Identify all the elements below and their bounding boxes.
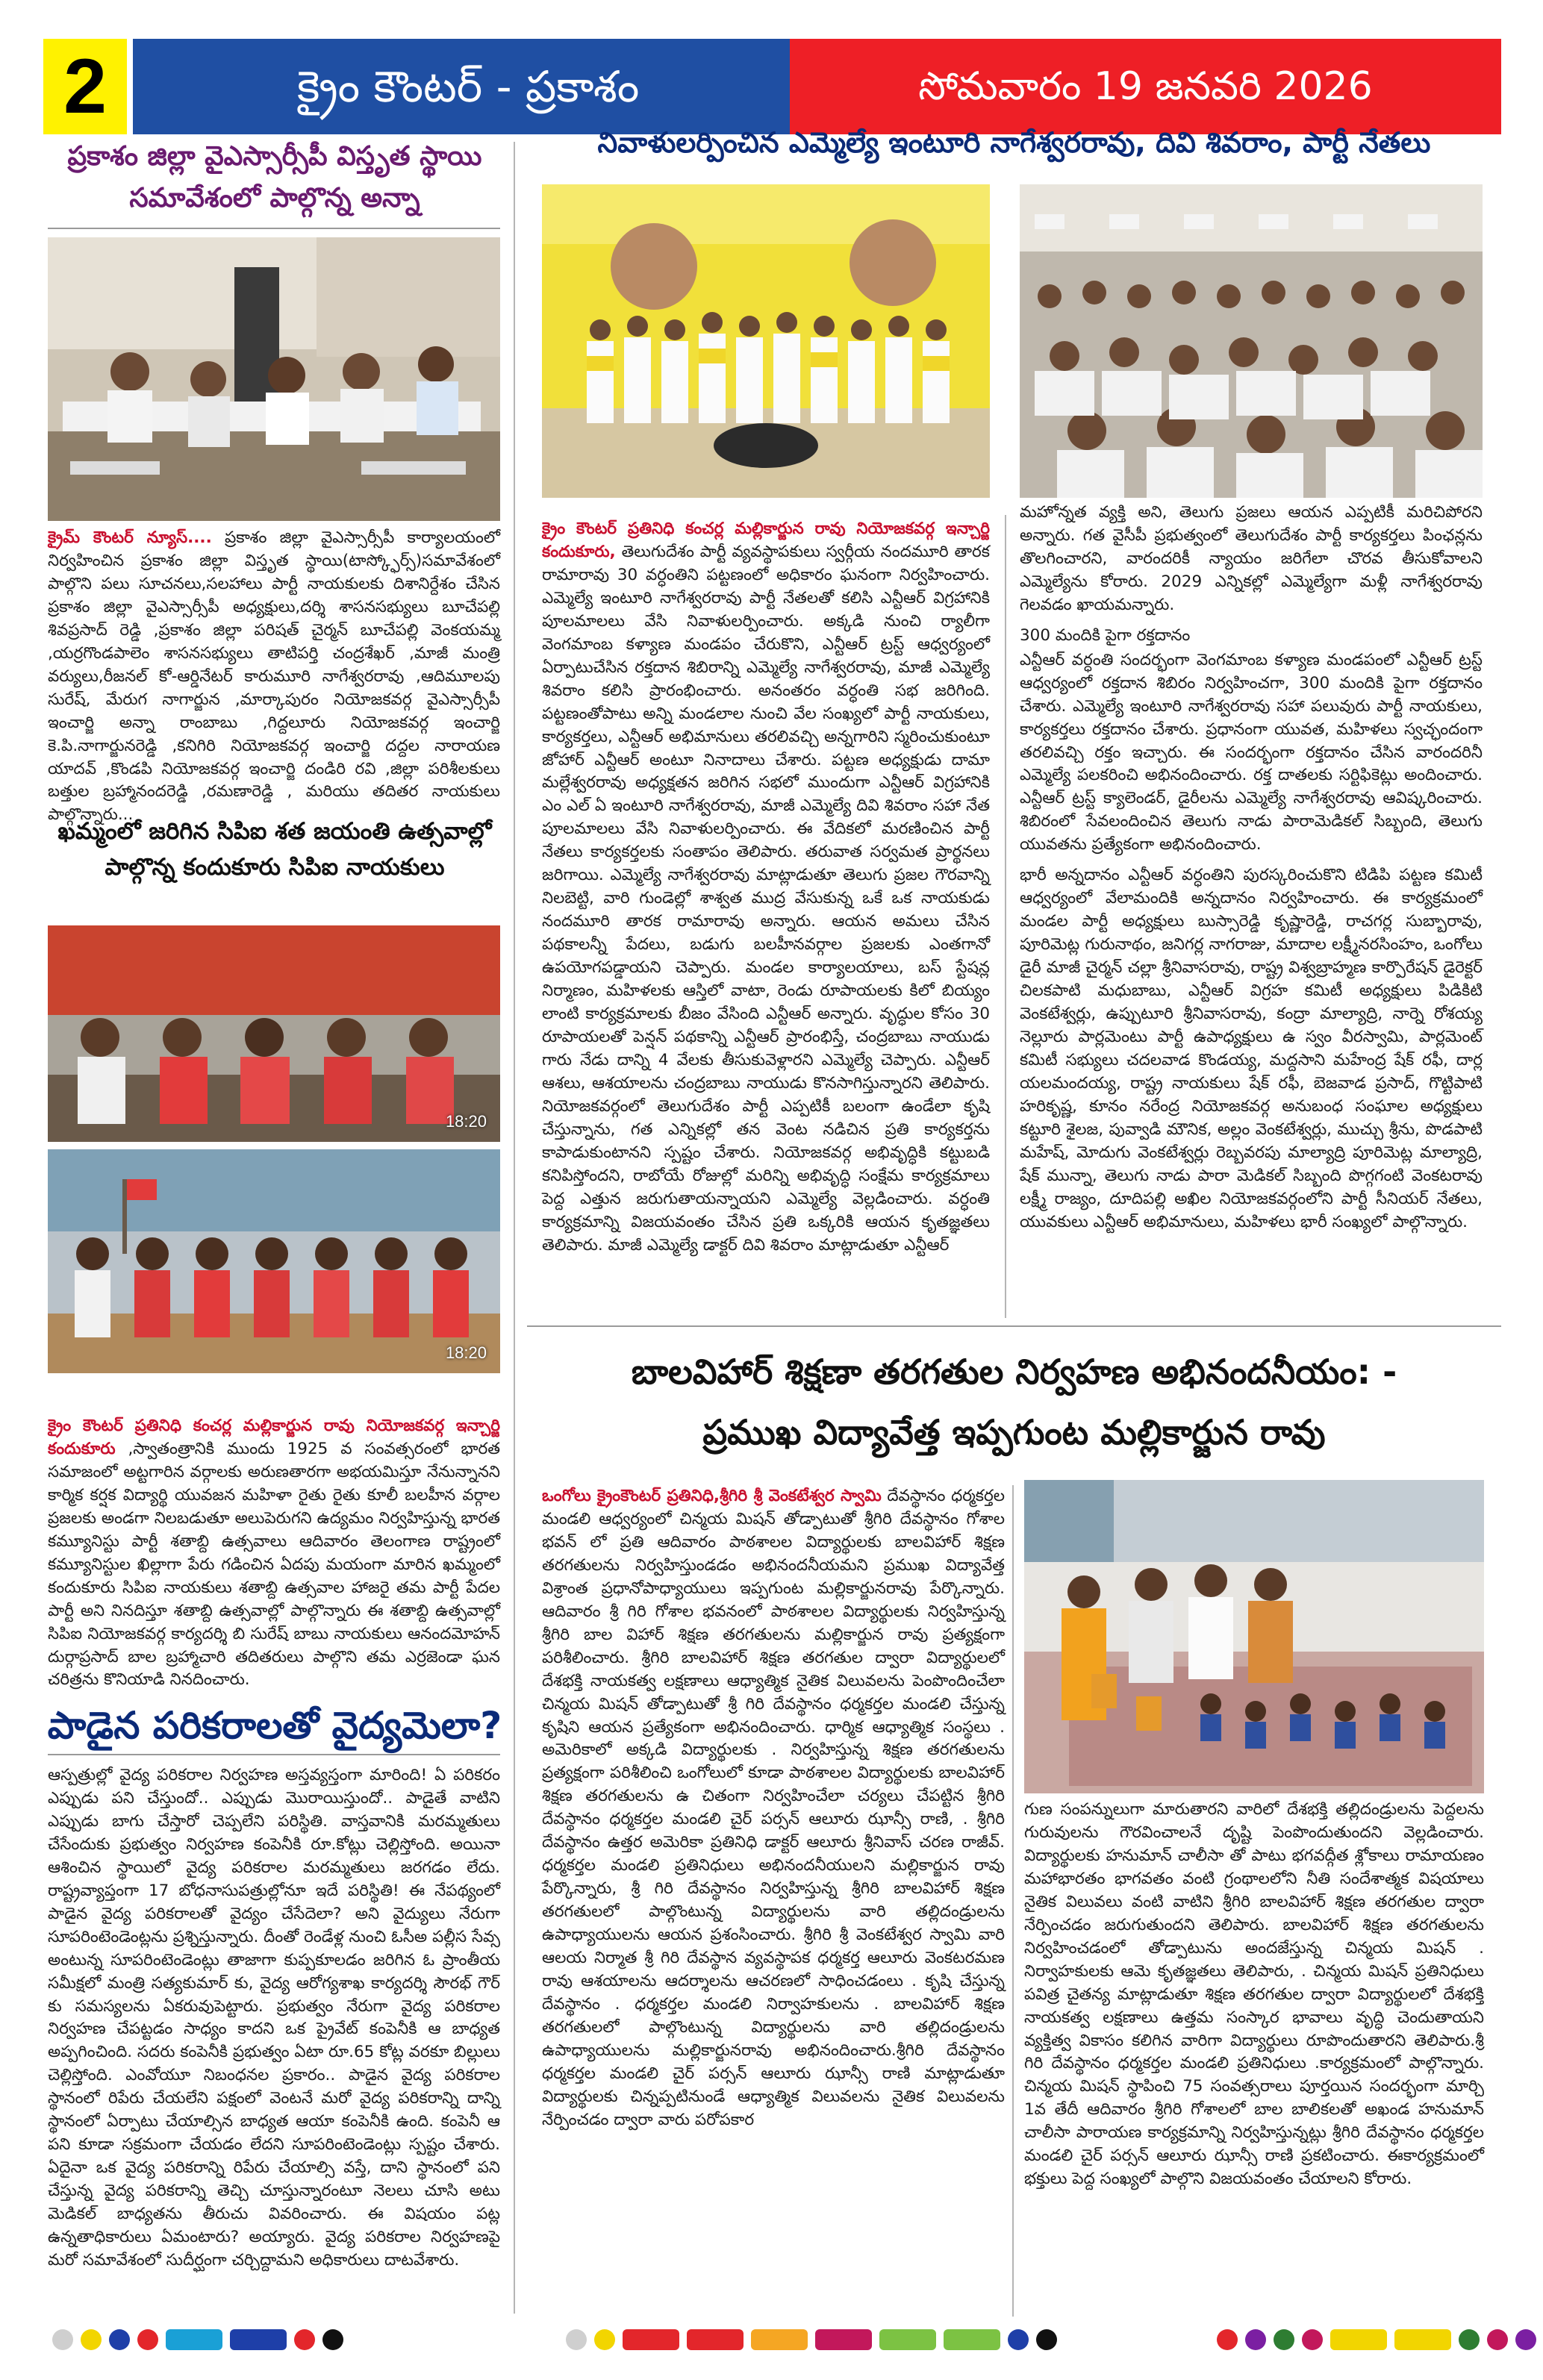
tdp-article-right xyxy=(1020,502,1483,1318)
column-divider xyxy=(514,142,515,2314)
footer-color-mark xyxy=(1515,2329,1536,2350)
balavihar-headline-line1: బాలవిహార్ శిక్షణా తరగతుల నిర్వహణ అభినందనీయం: - xyxy=(631,1352,1397,1392)
cpi-headline-line1: ఖమ్మంలో జరిగిన సిపిఐ శత జయంతి ఉత్సవాల్లో xyxy=(57,818,492,845)
cpi-headline xyxy=(43,813,506,885)
cpi-photo-1 xyxy=(48,925,500,1142)
masthead-title: క్రైం కౌంటర్ - ప్రకాశం xyxy=(133,39,790,134)
footer-color-mark xyxy=(322,2329,343,2350)
divider xyxy=(527,1325,1501,1327)
column-divider xyxy=(1012,1485,1014,2317)
footer-color-mark xyxy=(594,2329,615,2350)
medical-headline: పాడైన పరికరాలతో వైద్యమెలా? xyxy=(47,1704,502,1747)
ysrcp-article xyxy=(48,527,500,825)
footer-color-mark xyxy=(566,2329,587,2350)
cpi-photo-1-timestamp: 18:20 xyxy=(445,1112,487,1131)
balavihar-headline xyxy=(527,1342,1501,1462)
ysrcp-headline-line1: ప్రకాశం జిల్లా వైఎస్సార్సీపీ విస్తృత స్థాయి xyxy=(67,141,482,172)
ysrcp-lead: క్రైమ్ కౌంటర్ న్యూస్.... xyxy=(48,528,212,547)
balavihar-headline-line2: ప్రముఖ విద్యావేత్త ఇప్పగుంట మల్లికార్జున రావు xyxy=(702,1411,1326,1452)
footer-color-strip-left xyxy=(52,2327,343,2352)
tdp-lead: క్రైం కౌంటర్ ప్రతినిధి కంచర్ల మల్లికార్జున రావు నియోజకవర్గ ఇన్చార్జి కందుకూరు, xyxy=(542,519,990,561)
footer-color-mark xyxy=(1394,2329,1451,2350)
tdp-subheading: 300 మందికి పైగా రక్తదానం xyxy=(1020,625,1191,645)
divider xyxy=(48,228,500,229)
footer-color-mark xyxy=(1217,2329,1238,2350)
masthead-date: సోమవారం 19 జనవరి 2026 xyxy=(790,39,1501,134)
balavihar-article-left xyxy=(542,1485,1005,2317)
medical-article xyxy=(48,1764,500,2317)
footer-color-mark xyxy=(294,2329,315,2350)
ysrcp-body: ప్రకాశం జిల్లా వైఎస్సార్సీపీ కార్యాలయంలో నిర్వహించిన ప్రకాశం జిల్లా విస్తృత స్థాయి(టాస్క్ఫోర్స్)సమావేశంలో పాల్గొని పలు సూచనలు,సలహాలు పార్టీ నాయకులకు దిశానిర్దేశం చేసిన ప్రకాశం జిల్లా వైఎస్సార్సీపీ అధ్యక్షులు,దర్శి శాసనసభ్యులు బూచేపల్లి శివప్రసాద్ రెడ్డి ,ప్రకాశం జిల్లా పరిషత్ చైర్మన్ బూచేపల్లి వెంకయమ్మ ,యర్రగొండపాలెం శాసనసభ్యులు తాటిపర్తి చంద్రశేఖర్ ,మాజీ మంత్రి వర్యులు,రీజనల్ కో-ఆర్డినేటర్ కారుమూరి నాగేశ్వరరావు ,ఆదిమూలపు సురేష్, మేరుగ నాగార్జున ,మార్కాపురం నియోజకవర్గ వైఎస్సార్సీపీ ఇంచార్జి అన్నా రాంబాబు ,గిద్దలూరు నియోజకవర్గ ఇంచార్జి కె.పి.నాగార్జునరెడ్డి ,కనిగిరి నియోజకవర్గ ఇంచార్జి దద్దల నారాయణ యాదవ్ ,కొండపి నియోజకవర్గ ఇంచార్జి దండిరి రవి ,జిల్లా పరిశీలకులు బత్తుల బ్రహ్మానందరెడ్డి ,రమణారెడ్డి , మరియు తదితర నాయకులు పాల్గొన్నారు... xyxy=(48,528,500,825)
footer-color-mark xyxy=(1330,2329,1387,2350)
ysrcp-headline xyxy=(43,136,506,219)
tdp-article-left xyxy=(542,518,990,1318)
balavihar-lead: ఒంగోలు క్రైంకౌంటర్ ప్రతినిధి,శ్రీగిరి శ్రీ వెంకటేశ్వర స్వామి xyxy=(542,1487,882,1505)
footer-color-mark xyxy=(109,2329,130,2350)
footer-color-strip-center xyxy=(566,2327,1057,2352)
balavihar-class-photo xyxy=(1024,1480,1484,1793)
footer-color-mark xyxy=(230,2329,287,2350)
footer-color-mark xyxy=(1459,2329,1480,2350)
footer-color-mark xyxy=(166,2329,222,2350)
cpi-lead: క్రైం కౌంటర్ ప్రతినిధి కంచర్ల మల్లికార్జున రావు నియోజకవర్గ ఇన్చార్జి కందుకూరు xyxy=(48,1417,500,1458)
column-divider xyxy=(1005,515,1006,1318)
tdp-body-right-p2: ఎన్టీఆర్ వర్ధంతి సందర్భంగా వెంగమాంబ కళ్యాణ మండపంలో ఎన్టీఆర్ ట్రస్ట్ ఆధ్వర్యంలో రక్తదాన శిబిరం నిర్వహించగా, 300 మందికి పైగా రక్తదానం చేశారు. ఎమ్మెల్యే ఇంటూరి నాగేశ్వరరావు సహా పలువురు పార్టీ నాయకులు, కార్యకర్తలు రక్తదానం చేశారు. ప్రధానంగా యువత, మహిళలు స్వచ్ఛందంగా తరలివచ్చి రక్తం ఇచ్చారు. ఈ సందర్భంగా రక్తదానం చేసిన వారందరినీ ఎమ్మెల్యే పలకరించి అభినందించారు. రక్త దాతలకు సర్టిఫికెట్లు అందించారు. ఎన్టీఆర్ ట్రస్ట్ క్యాలెండర్, డైరీలను ఎమ్మెల్యే నాగేశ్వరరావు ఆవిష్కరించారు. శిబిరంలో సేవలందించిన తెలుగు నాడు పారామెడికల్ సిబ్బంది, తెలుగు యువతను ప్రత్యేకంగా అభినందించారు. xyxy=(1020,650,1483,855)
cpi-headline-line2: పాల్గొన్న కందుకూరు సిపిఐ నాయకులు xyxy=(105,854,445,881)
footer-color-mark xyxy=(687,2329,744,2350)
footer-color-strip-right xyxy=(1217,2327,1536,2352)
tdp-body-right-p1: మహోన్నత వ్యక్తి అని, తెలుగు ప్రజలు ఆయన ఎప్పటికీ మరిచిపోరని అన్నారు. గత వైసీపీ ప్రభుత్వంలో తెలుగుదేశం పార్టీ కార్యకర్తలు పింఛన్లను తొలగించారని, వారందరికీ న్యాయం జరిగేలా చొరవ తీసుకోవాలని ఎమ్మెల్యేను కోరారు. 2029 ఎన్నికల్లో ఎమ్మెల్యేగా మళ్లీ నాగేశ్వరరావు గెలవడం ఖాయమన్నారు. xyxy=(1020,503,1483,614)
footer-color-mark xyxy=(751,2329,808,2350)
footer-color-mark xyxy=(1008,2329,1029,2350)
medical-body: ఆస్పత్రుల్లో వైద్య పరికరాల నిర్వహణ అస్తవ్యస్తంగా మారింది! ఏ పరికరం ఎప్పుడు పని చేస్తుందో.. ఎప్పుడు మొరాయిస్తుందో.. పాడైతే వాటిని ఎప్పుడు బాగు చేస్తారో చెప్పలేని పరిస్థితి. వాస్తవానికి మరమ్మతులు చేసేందుకు ప్రభుత్వం నిర్వహణ కంపెనీకి రూ.కోట్లు చెల్లిస్తోంది. అయినా ఆశించిన స్థాయిలో వైద్య పరికరాల మరమ్మతులు జరగడం లేదు. రాష్ట్రవ్యాప్తంగా 17 బోధనాసుపత్రుల్లోనూ ఇదే పరిస్థితి! ఈ నేపథ్యంలో పాడైన వైద్య పరికరాలతో వైద్యం చేసేదెలా? అని వైద్యులు నేరుగా సూపరింటెండెంట్లను ప్రశ్నిస్తున్నారు. దీంతో రెండేళ్ల నుంచి ఓసీఅ పల్లీస సేవ్స అంటున్న సూపరింటెండెంట్లు తాజాగా కుప్పకూలడం జరిగిన ఓ ప్రాంతీయ సమీక్షలో మంత్రి సత్యకుమార్ కు, వైద్య ఆరోగ్యశాఖ కార్యదర్శి సౌరభ్ గౌర్ కు సమస్యలను ఏకరువుపెట్టారు. ప్రభుత్వం నేరుగా వైద్య పరికరాల నిర్వహణ చేపట్టడం సాధ్యం కాదని ఒక ప్రైవేట్ కంపెనీకి ఆ బాధ్యత అప్పగించింది. సదరు కంపెనీకి ప్రభుత్వం ఏటా రూ.65 కోట్ల వరకూ బిల్లులు చెల్లిస్తోంది. ఎంవోయూ నిబంధనల ప్రకారం.. పాడైన వైద్య పరికరాల స్థానంలో రిపేరు చేయలేని పక్షంలో వెంటనే మరో వైద్య పరికరాన్ని దాన్ని స్థానంలో ఏర్పాటు చేయాల్సిన బాధ్యత ఆయా కంపెనీకి ఉంది. కంపెనీ ఆ పని కూడా సక్రమంగా చేయడం లేదని సూపరింటెండెంట్లు స్పష్టం చేశారు. ఏదైనా ఒక వైద్య పరికరాన్ని రిపేరు చేయాల్సి వస్తే, దాని స్థానంలో పని చేస్తున్న వైద్య పరికరాన్ని తెచ్చి చూస్తున్నారంటూ నెలలు చూసి అటు మెడికల్ బాధ్యతను తీరుచు వివరించారు. ఈ విషయం పట్ల ఉన్నతాధికారులు ఏమంటారు? అయ్యారు. వైద్య పరికరాల నిర్వహణపై మరో సమావేశంలో సుదీర్ఘంగా చర్చిద్దామని అధికారులు దాటవేశారు. xyxy=(48,1766,500,2270)
footer-color-mark xyxy=(623,2329,679,2350)
footer-color-mark xyxy=(944,2329,1000,2350)
footer-color-mark xyxy=(1036,2329,1057,2350)
tdp-stage-photo xyxy=(542,184,990,498)
footer-color-mark xyxy=(52,2329,73,2350)
page-number: 2 xyxy=(43,39,127,134)
tdp-body-left: తెలుగుదేశం పార్టీ వ్యవస్థాపకులు స్వర్గీయ నందమూరి తారక రామారావు 30 వర్ధంతిని పట్టణంలో అధికారం ఘనంగా నిర్వహించారు. ఎమ్మెల్యే ఇంటూరి నాగేశ్వరరావు పార్టీ నేతలతో కలిసి ఎన్టీఆర్ విగ్రహానికి పూలమాలలు వేసి నివాళులర్పించారు. అక్కడి నుంచి ర్యాలీగా వెంగమాంబ కళ్యాణ మండపం చేరుకొని, ఎన్టీఆర్ ట్రస్ట్ ఆధ్వర్యంలో ఏర్పాటుచేసిన రక్తదాన శిబిరాన్ని ఎమ్మెల్యే నాగేశ్వరరావు, మాజీ ఎమ్మెల్యే శివరాం కలిసి ప్రారంభించారు. అనంతరం వర్ధంతి సభ జరిగింది. పట్టణంతోపాటు అన్ని మండలాల నుంచి వేల సంఖ్యలో పార్టీ నాయకులు, కార్యకర్తలు, ఎన్టీఆర్ అభిమానులు తరలివచ్చి అన్నగారిని స్మరించుకుంటూ జోహార్ ఎన్టీఆర్ అంటూ నినాదాలు చేశారు. పట్టణ అధ్యక్షుడు దామా మల్లేశ్వరరావు అధ్యక్షతన జరిగిన సభలో ముందుగా ఎన్టీఆర్ విగ్రహానికి ఎం ఎల్ ఏ ఇంటూరి నాగేశ్వరరావు, మాజీ ఎమ్మెల్యే దివి శివరాం సహా నేత పూలమాలలు వేసి నివాళులర్పించారు. ఈ వేదికలో మరణించిన పార్టీ నేతలు కార్యకర్తలకు సంతాపం తెలిపారు. తరువాత సర్వమత ప్రార్థనలు జరిగాయి. ఎమ్మెల్యే నాగేశ్వరరావు మాట్లాడుతూ తెలుగు ప్రజల గౌరవాన్ని నిలబెట్టి, వారి గుండెల్లో శాశ్వత ముద్ర వేసుకున్న ఒకే ఒక నాయకుడు నందమూరి తారక రామారావు అన్నారు. ఆయన అమలు చేసిన పథకాలన్నీ పేదలు, బడుగు బలహీనవర్గాల ప్రజలకు ఎంతగానో ఉపయోగపడ్డాయని చెప్పారు. మండల కార్యాలయాలు, బస్ స్టేషన్ల నిర్మాణం, మహిళలకు ఆస్తిలో వాటా, రెండు రూపాయలకు కిలో బియ్యం లాంటి కార్యక్రమాలకు బీజం వేసింది ఎన్టీఆర్ అన్నారు. వృద్ధుల కోసం 30 రూపాయలతో పెన్షన్ పథకాన్ని ఎన్టీఆర్ ప్రారంభిస్తే, చంద్రబాబు నాయుడు గారు నేడు దాన్ని 4 వేలకు తీసుకువెళ్లారని ఎమ్మెల్యే చెప్పారు. ఎన్టీఆర్ ఆశలు, ఆశయాలను చంద్రబాబు నాయుడు కొనసాగిస్తున్నారని తెలిపారు. నియోజకవర్గంలో తెలుగుదేశం పార్టీ ఎప్పటికీ బలంగా ఉండేలా కృషి చేస్తున్నాను, గత ఎన్నికల్లో తన వెంట నడిచిన ప్రతి కార్యకర్తను కాపాడుకుంటానని స్పష్టం చేశారు. నియోజకవర్గ అభివృద్ధికి కట్టుబడి కనిపిస్తోందని, రాబోయే రోజుల్లో మరిన్ని అభివృద్ధి సంక్షేమ కార్యక్రమాలు పెద్ద ఎత్తున జరుగుతాయన్నాయని ఎమ్మెల్యే వెల్లడించారు. వర్ధంతి కార్యక్రమాన్ని విజయవంతం చేసిన ప్రతి ఒక్కరికి ఆయన కృతజ్ఞతలు తెలిపారు. మాజీ ఎమ్మెల్యే డాక్టర్ దివి శివరాం మాట్లాడుతూ ఎన్టీఆర్ xyxy=(542,542,991,1255)
footer-color-mark xyxy=(815,2329,872,2350)
balavihar-body-left: దేవస్థానం ధర్మకర్తల మండలి ఆధ్వర్యంలో చిన్మయ మిషన్ తోడ్పాటుతో శ్రీగిరి దేవస్థానం గోశాల భవన్ లో ప్రతి ఆదివారం పాఠశాలల విద్యార్థులకు బాలవిహార్ శిక్షణ తరగతులను నిర్వహిస్తుండడం అభినందనీయమని ప్రముఖ విద్యావేత్త విశ్రాంత ప్రధానోపాధ్యాయులు ఇప్పగుంట మల్లికార్జునరావు పేర్కొన్నారు. ఆదివారం శ్రీ గిరి గోశాల భవనంలో పాఠశాలల విద్యార్థులకు నిర్వహిస్తున్న శ్రీగిరి బాల విహార్ శిక్షణ తరగతులను మల్లికార్జున రావు ప్రత్యక్షంగా పరిశీలించారు. శ్రీగిరి బాలవిహార్ శిక్షణ తరగతుల ద్వారా విద్యార్థులలో దేశభక్తి నాయకత్వ లక్షణాలు ఆధ్యాత్మిక నైతిక విలువలను పెంపొందించేలా చిన్మయ మిషన్ తోడ్పాటుతో శ్రీ గిరి దేవస్థానం ధర్మకర్తల మండలి చేస్తున్న కృషిని ఆయన ప్రత్యేకంగా అభినందించారు. ధార్మిక ఆధ్యాత్మిక సంస్థలు . అమెరికాలో అక్కడి విద్యార్థులకు . నిర్వహిస్తున్న శిక్షణ తరగతులను ప్రత్యక్షంగా పరిశీలించి ఒంగోలులో కూడా పాఠశాలల విద్యార్థులకు బాలవిహార్ శిక్షణ తరగతులను ఉ చితంగా నిర్వహించేలా చర్యలు చేపట్టిన శ్రీగిరి దేవస్థానం ధర్మకర్తల మండలి చైర్ పర్సన్ ఆలూరు ఝాన్సీ రాణి, . శ్రీగిరి దేవస్థానం ఉత్తర అమెరికా ప్రతినిధి డాక్టర్ ఆలూరు శ్రీనివాస్ చరణ రాజీవ్. ధర్మకర్తల మండలి ప్రతినిధులు అభినందనీయులని మల్లికార్జున రావు పేర్కొన్నారు, శ్రీ గిరి దేవస్థానం నిర్వహిస్తున్న శ్రీగిరి బాలవిహార్ శిక్షణ తరగతులలో పాల్గొంటున్న విద్యార్థులను వారి తల్లిదండ్రులను ఉపాధ్యాయులను ఆయన ప్రశంసించారు. శ్రీగిరి శ్రీ వెంకటేశ్వర స్వామి వారి ఆలయ నిర్మాత శ్రీ గిరి దేవస్థాన వ్యవస్థాపక ధర్మకర్త ఆలూరు వెంకటరమణ రావు ఆశయాలను ఆదర్శాలను ఆచరణలో సాధించడంలు . కృషి చేస్తున్న దేవస్థానం . ధర్మకర్తల మండలి నిర్వాహకులను . బాలవిహార్ శిక్షణ తరగతులలో పాల్గొంటున్న విద్యార్థులను వారి తల్లిదండ్రులను ఉపాధ్యాయులను మల్లికార్జునరావు అభినందించారు.శ్రీగిరి దేవస్థానం ధర్మకర్తల మండలి చైర్ పర్సన్ ఆలూరు ఝాన్సీ రాణి మాట్లాడుతూ విద్యార్థులకు చిన్నప్పటినుండే ఆధ్యాత్మిక విలువలను నైతిక విలువలను నేర్పించడం ద్వారా వారు పరోపకార xyxy=(542,1487,1005,2129)
footer-color-mark xyxy=(1302,2329,1323,2350)
tdp-crowd-photo xyxy=(1020,184,1483,498)
cpi-photo-2 xyxy=(48,1149,500,1373)
divider xyxy=(48,1754,500,1755)
footer-color-mark xyxy=(879,2329,936,2350)
cpi-article xyxy=(48,1415,500,1690)
ysrcp-meeting-photo xyxy=(48,237,500,521)
cpi-body: ,స్వాతంత్రానికి ముందు 1925 వ సంవత్సరంలో భారత సమాజంలో అట్టగారిన వర్గాలకు అరుణతారగా అభయమిస్తూ నేనున్నానని కార్మిక కర్షక విద్యార్థి యువజన మహిళా రైతు రైతు కూలీ బలహీన వర్గాల ప్రజలకు అండగా నిలబడుతూ అలుపెరుగని ఉద్యమం నిర్వహిస్తున్న భారత కమ్యూనిస్టు పార్టీ శతాబ్ది ఉత్సవాలు ఆదివారం తెలంగాణ రాష్ట్రంలో కమ్యూనిస్టుల ఖిల్లాగా పేరు గడించిన ఏదపు మయంగా మారిన ఖమ్మంలో కందుకూరు సిపిఐ నాయకులు శతాబ్ది ఉత్సవాల హాజరై తమ పార్టీ పేదల పార్టీ అని నినదిస్తూ శతాబ్ది ఉత్సవాల్లో పాల్గొన్నారు ఈ శతాబ్ది ఉత్సవాల్లో సిపిఐ నియోజకవర్గ కార్యదర్శి బి సురేష్ బాబు నాయకులు ఆనందమోహన్ దుర్గాప్రసాద్ బాల బ్రహ్మాచారి తదితరులు పాల్గొని తమ ఎర్రజెండా ఘన చరిత్రను కొనియాడి నినదించారు. xyxy=(48,1439,500,1690)
balavihar-body-right: గుణ సంపన్నులుగా మారుతారని వారిలో దేశభక్తి తల్లిదండ్రులను పెద్దలను గురువులను గౌరవించాలనే దృష్టి పెంపొందుతుందని వెల్లడించారు. విద్యార్థులకు హనుమాన్ చాలీసా తో పాటు భగవద్గీత శ్లోకాలు రామాయణం మహాభారతం భాగవతం వంటి గ్రంథాలలోని నీతి సందేశాత్మక విషయాలు నైతిక విలువలు వంటి వాటిని శ్రీగిరి బాలవిహార్ శిక్షణ తరగతుల ద్వారా నేర్పించడం జరుగుతుందని తెలిపారు. బాలవిహార్ శిక్షణ తరగతులను నిర్వహించడంలో తోడ్పాటును అందజేస్తున్న చిన్మయ మిషన్ . నిర్వాహకులకు ఆమె కృతజ్ఞతలు తెలిపారు, . చిన్మయ మిషన్ ప్రతినిధులు పవిత్ర చైతన్య మాట్లాడుతూ శిక్షణ తరగతుల ద్వారా విద్యార్థులలో దేశభక్తి నాయకత్వ లక్షణాలు ఉత్తమ సంస్కార భావాలు వృద్ధి చెందుతాయని వ్యక్తిత్వ వికాసం కలిగిన వారిగా విద్యార్థులు రూపొందుతారని తెలిపారు.శ్రీ గిరి దేవస్థానం ధర్మకర్తల మండలి ప్రతినిధులు .కార్యక్రమంలో పాల్గొన్నారు. చిన్మయ మిషన్ స్థాపించి 75 సంవత్సరాలు పూర్తయిన సందర్భంగా మార్చి 1వ తేదీ ఆదివారం శ్రీగిరి గోశాలలో బాల బాలికలతో అఖండ హనుమాన్ చాలీసా పారాయణ కార్యక్రమాన్ని నిర్వహిస్తున్నట్లు శ్రీగిరి దేవస్థానం ధర్మకర్తల మండలి చైర్ పర్సన్ ఆలూరు ఝాన్సీ రాణి ప్రకటించారు. ఈకార్యక్రమంలో భక్తులు పెద్ద సంఖ్యలో పాల్గొని విజయవంతం చేయాలని కోరారు. xyxy=(1024,1800,1484,2189)
tdp-headline: నివాళులర్పించిన ఎమ్మెల్యే ఇంటూరి నాగేశ్వరరావు, దివి శివరాం, పార్టీ నేతలు xyxy=(597,126,1431,159)
footer-color-mark xyxy=(1487,2329,1508,2350)
balavihar-article-right xyxy=(1024,1799,1484,2317)
footer-color-mark xyxy=(137,2329,158,2350)
ysrcp-headline-line2: సమావేశంలో పాల్గొన్న అన్నా xyxy=(129,182,420,213)
footer-color-mark xyxy=(1245,2329,1266,2350)
tdp-body-right-p3: భారీ అన్నదానం ఎన్టీఆర్ వర్ధంతిని పురస్కరించుకొని టిడిపి పట్టణ కమిటీ ఆధ్వర్యంలో వేలామందికి అన్నదానం నిర్వహించారు. ఈ కార్యక్రమంలో మండల పార్టీ అధ్యక్షులు బుస్సారెడ్డి కృష్ణారెడ్డి, రాచగర్ల సుబ్బారావు, పూరిమెట్ల గురునాథం, జనిగర్ల నాగరాజు, మాదాల లక్ష్మీనరసింహం, ఒంగోలు డైరీ మాజీ చైర్మన్ చల్లా శ్రీనివాసరావు, రాష్ట్ర విశ్వబ్రాహ్మణ కార్పొరేషన్ డైరెక్టర్ చిలకపాటి మధుబాబు, ఎన్టీఆర్ విగ్రహ కమిటీ అధ్యక్షులు పిడికిటి వెంకటేశ్వర్లు, ఉప్పుటూరి శ్రీనివాసరావు, కంద్రా మాల్యాద్రి, నార్నె రోశయ్య నెల్లూరు పార్లమెంటు పార్టీ ఉపాధ్యక్షులు ఉ స్వం వీరస్వామి, పార్లమెంట్ కమిటీ సభ్యులు చదలవాడ కొండయ్య, మద్దసాని మహేంద్ర షేక్ రఫీ, దార్ల యలమందయ్య, రాష్ట్ర నాయకులు షేక్ రఫీ, బెజవాడ ప్రసాద్, గొట్టిపాటి హరికృష్ణ, కూనం నరేంద్ర నియోజకవర్గ అనుబంధ సంఘాల అధ్యక్షులు కట్టూరి శైలజ, పువ్వాడి మౌనిక, అల్లం వెంకటేశ్వర్లు, ముచ్చు శ్రీను, పొడపాటి మహేష్, మోదుగు వెంకటేశ్వర్లు రెబ్బవరపు మాల్యాద్రి పూరిమెట్ల మాల్యాద్రి, షేక్ మున్నా, తెలుగు నాడు పారా మెడికల్ సిబ్బంది పొగ్గగంటి వెంకటరావు లక్ష్మీ రాజ్యం, దూదిపల్లి అఖిల నియోజకవర్గంలోని పార్టీ సీనియర్ నేతలు, యువకులు ఎన్టీఆర్ అభిమానులు, మహిళలు భారీ సంఖ్యలో పాల్గొన్నారు. xyxy=(1020,866,1483,1231)
cpi-photo-2-timestamp: 18:20 xyxy=(445,1343,487,1362)
footer-color-mark xyxy=(1274,2329,1294,2350)
footer-color-mark xyxy=(81,2329,102,2350)
